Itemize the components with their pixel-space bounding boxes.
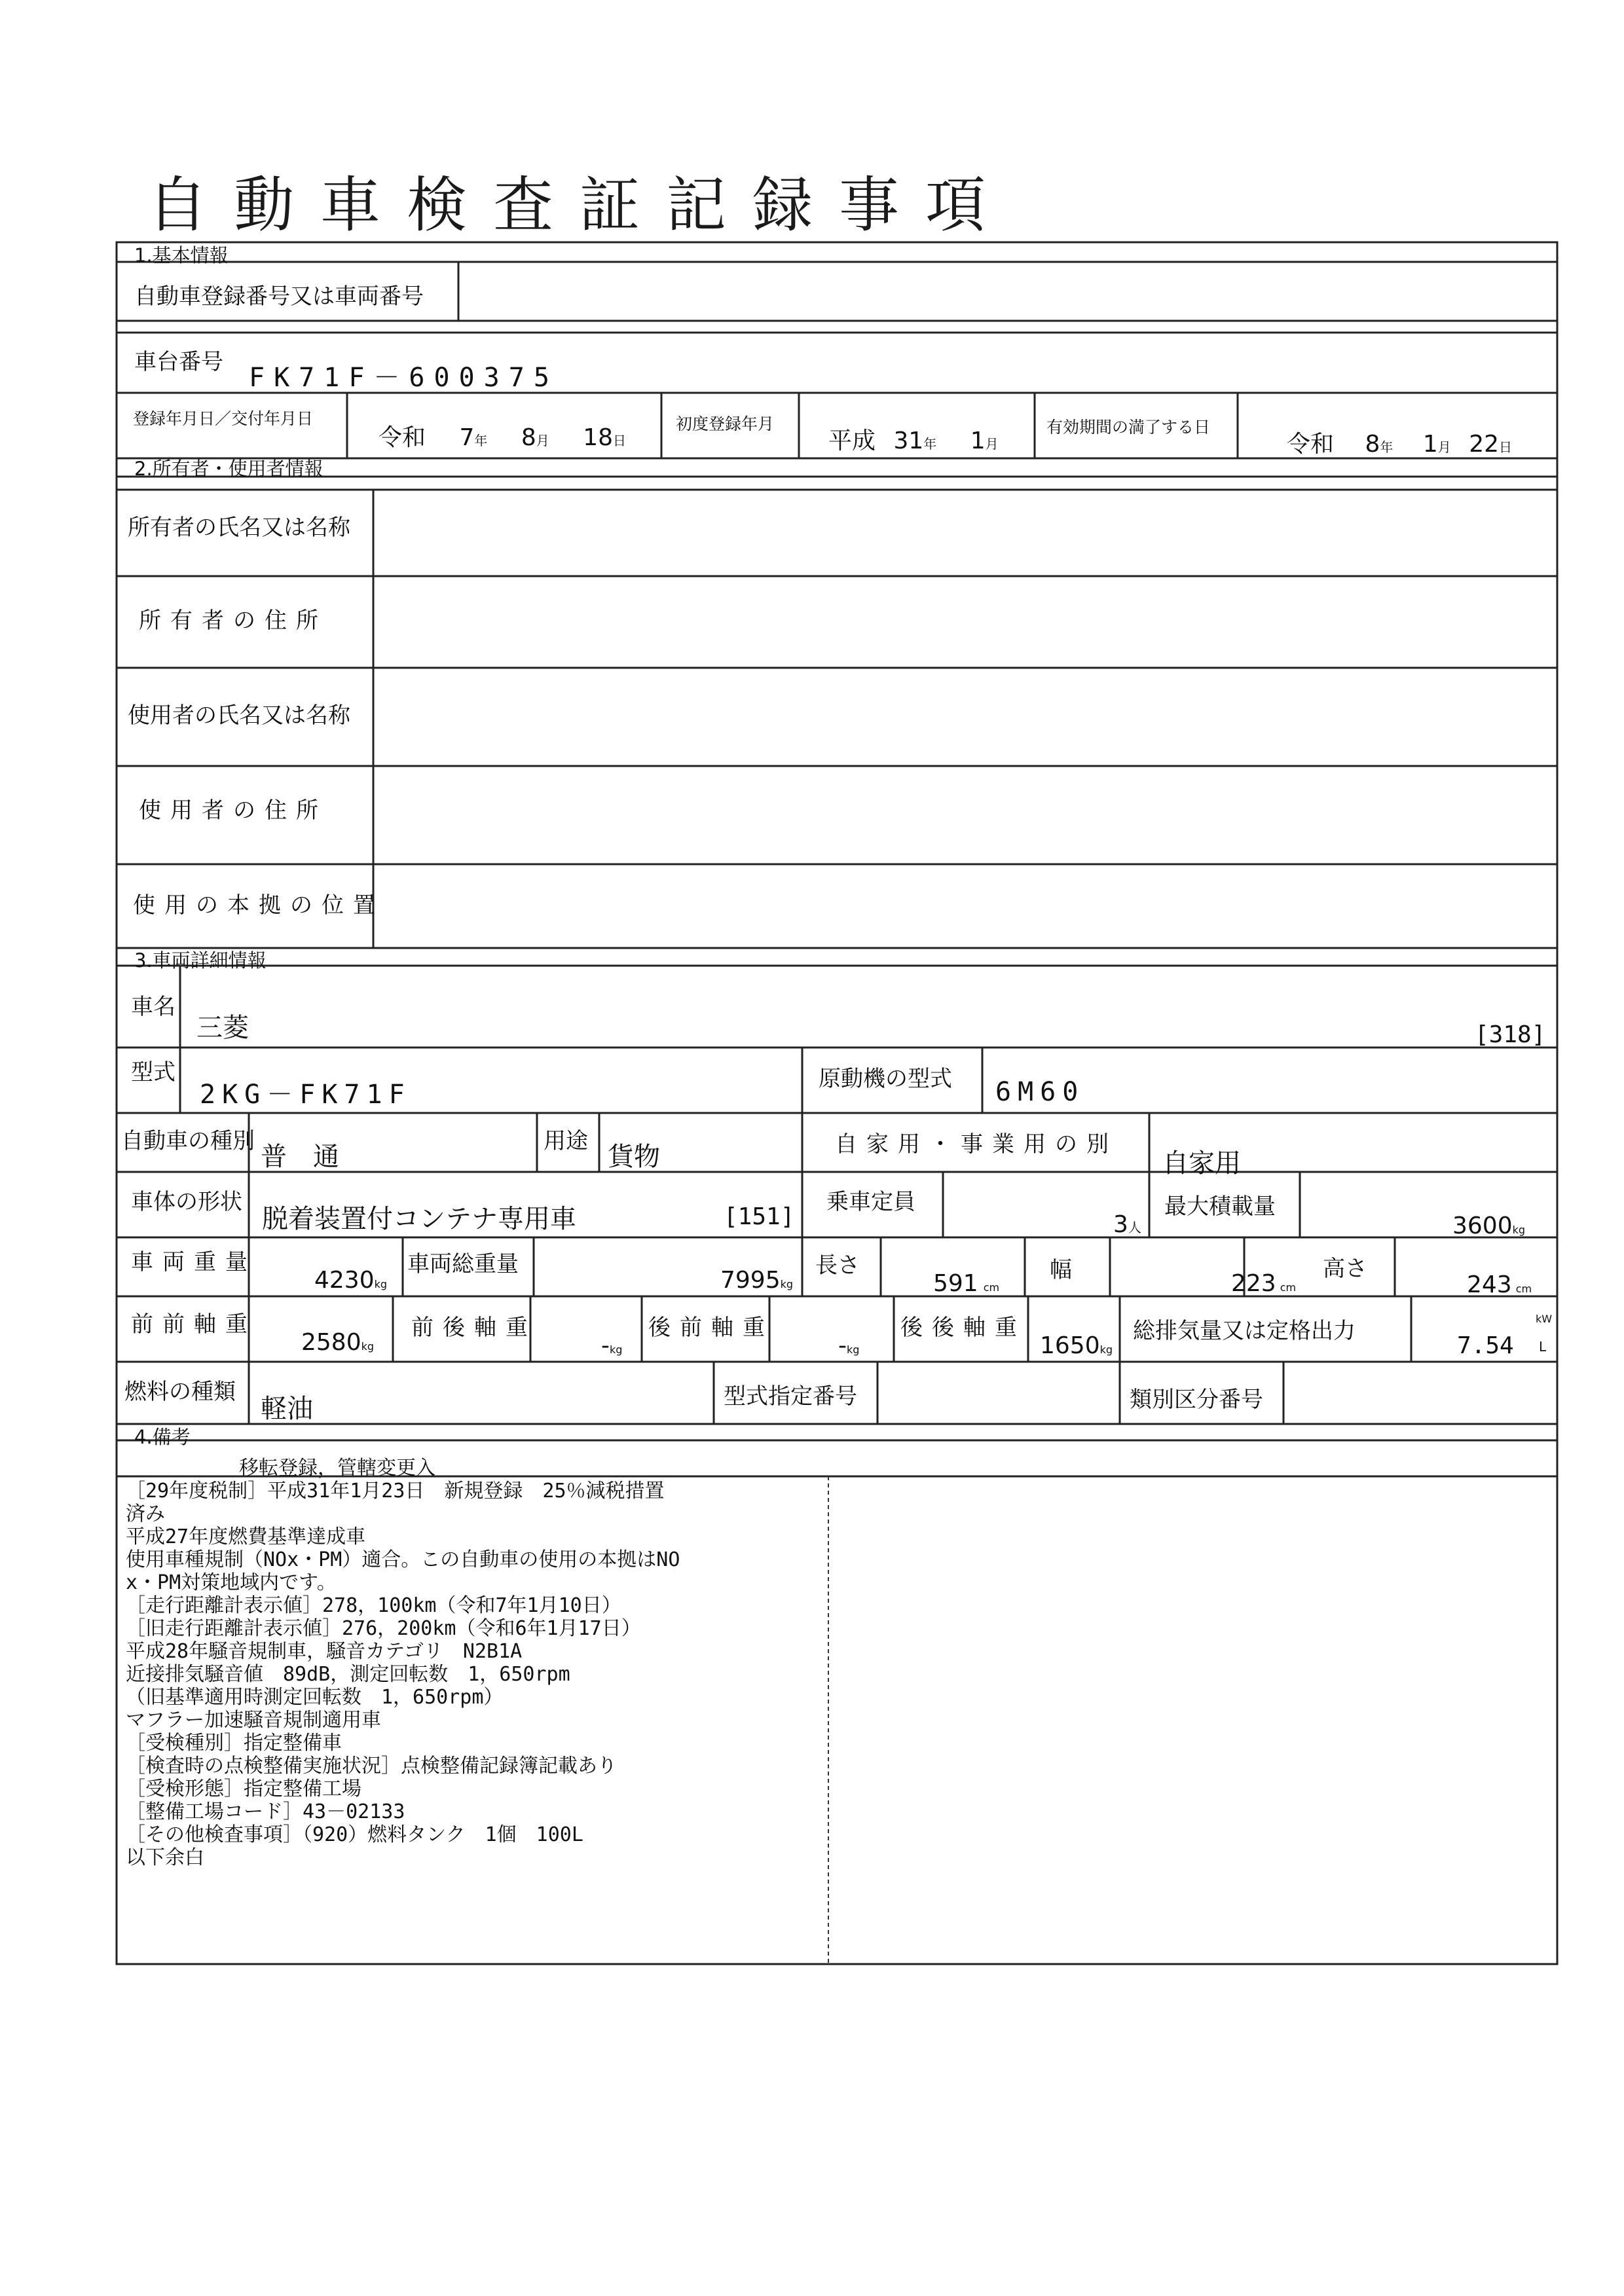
expiry-label: 有効期間の満了する日: [1046, 418, 1211, 437]
registration-date-year: 7: [459, 424, 475, 451]
capacity-value: 3: [1113, 1211, 1128, 1238]
displacement-value: 7.54: [1457, 1332, 1514, 1359]
registration-date-month: 8: [521, 424, 536, 451]
max-load-value: 3600: [1452, 1212, 1513, 1239]
remarks-line: ［受検形態］指定整備工場: [126, 1777, 361, 1800]
vehicle-type-label: 自動車の種別: [121, 1128, 255, 1154]
unit-kg: kg: [1512, 1224, 1526, 1236]
weight-label: 車両重量: [131, 1249, 257, 1275]
remarks-line: x・PM対策地域内です。: [126, 1571, 337, 1594]
engine-model-value: 6M60: [995, 1077, 1085, 1107]
unit-kg: kg: [847, 1343, 860, 1356]
chassis-number-value: FK71F－600375: [249, 363, 559, 393]
max-load-label: 最大積載量: [1164, 1194, 1276, 1220]
height: [1467, 1271, 1532, 1298]
unit-year: 年: [923, 436, 937, 452]
document-title: 自動車検査証記録事項: [147, 170, 1012, 240]
fr-axle: [601, 1332, 622, 1359]
fr-axle-value: -: [601, 1332, 610, 1359]
unit-month: 月: [1437, 439, 1451, 455]
remarks-line: 平成28年騒音規制車，騒音カテゴリ N2B1A: [126, 1640, 523, 1663]
rr-axle-label: 後後軸重: [900, 1315, 1026, 1341]
rr-axle: [1040, 1332, 1113, 1359]
first-registration-era: 平成: [828, 428, 876, 454]
rf-axle: [838, 1332, 859, 1359]
remarks-heading: 移転登録，管轄変更入: [239, 1457, 435, 1480]
unit-year: 年: [1380, 439, 1393, 455]
remarks-line: ［その他検査事項］（920）燃料タンク 1個 100L: [126, 1823, 583, 1846]
expiry-era: 令和: [1287, 431, 1335, 458]
remarks-line: ［検査時の点検整備実施状況］点検整備記録簿記載あり: [126, 1755, 617, 1777]
width: [1231, 1270, 1296, 1297]
gross-weight: [720, 1267, 793, 1294]
usage-label: 用途: [544, 1128, 588, 1154]
rr-axle-value: 1650: [1040, 1332, 1100, 1359]
unit-kg: kg: [780, 1278, 794, 1290]
user-name-label: 使用者の氏名又は名称: [128, 702, 350, 729]
height-value: 243: [1467, 1271, 1512, 1298]
remarks-line: ［整備工場コード］43－02133: [126, 1800, 405, 1823]
unit-kg: kg: [374, 1278, 388, 1290]
fuel-type-value: 軽油: [261, 1394, 313, 1424]
section-owner-user-title: 2.所有者・使用者情報: [134, 458, 323, 480]
registration-date-era: 令和: [378, 424, 426, 451]
remarks-line: ［旧走行距離計表示値］276，200km（令和6年1月17日）: [126, 1617, 641, 1640]
expiry-day: 22: [1469, 431, 1499, 458]
remarks-line: マフラー加速騒音規制適用車: [126, 1709, 381, 1732]
height-label: 高さ: [1323, 1256, 1367, 1282]
registration-number-label: 自動車登録番号又は車両番号: [134, 283, 424, 310]
displacement-label: 総排気量又は定格出力: [1133, 1318, 1356, 1344]
private-business-value: 自家用: [1162, 1148, 1241, 1178]
ff-axle-value: 2580: [301, 1329, 361, 1356]
registration-date: [378, 419, 626, 452]
expiry-year: 8: [1365, 431, 1380, 458]
expiry-month: 1: [1422, 431, 1438, 458]
model-label: 型式: [131, 1059, 175, 1085]
width-label: 幅: [1050, 1257, 1072, 1283]
section-remarks-title: 4.備考: [134, 1426, 191, 1448]
engine-model-label: 原動機の型式: [819, 1066, 952, 1092]
remarks-line: ［29年度税制］平成31年1月23日 新規登録 25％減税措置: [126, 1480, 665, 1503]
unit-kg: kg: [610, 1343, 623, 1356]
private-business-label: 自家用・事業用の別: [835, 1131, 1118, 1157]
fr-axle-label: 前後軸重: [411, 1315, 537, 1341]
weight: [314, 1267, 387, 1294]
body-shape-value: 脱着装置付コンテナ専用車: [262, 1204, 576, 1234]
capacity-unit: 人: [1128, 1220, 1141, 1235]
owner-name-label: 所有者の氏名又は名称: [128, 515, 350, 541]
user-address-label: 使用者の住所: [139, 797, 327, 824]
unit-cm: cm: [1515, 1283, 1532, 1295]
max-load: [1452, 1212, 1525, 1239]
section-basic-info-title: 1.基本情報: [134, 244, 229, 266]
usage-value: 貨物: [608, 1142, 660, 1172]
body-shape-code: [151]: [724, 1203, 795, 1230]
chassis-number-label: 車台番号: [134, 349, 223, 375]
remarks-line: 使用車種規制（NOx・PM）適合。この自動車の使用の本拠はNO: [126, 1548, 680, 1571]
capacity: [1113, 1211, 1141, 1238]
length-label: 長さ: [815, 1252, 860, 1279]
unit-year: 年: [474, 433, 488, 448]
remarks-line: ［受検種別］指定整備車: [126, 1732, 342, 1755]
base-location-label: 使用の本拠の位置: [133, 892, 384, 919]
length-value: 591: [933, 1270, 978, 1297]
unit-month: 月: [536, 433, 549, 448]
length: [933, 1270, 999, 1297]
first-registration: [828, 422, 999, 456]
unit-cm: cm: [983, 1281, 1000, 1294]
car-name-value: 三菱: [196, 1013, 249, 1043]
capacity-label: 乗車定員: [826, 1189, 915, 1215]
car-name-code: [318]: [1475, 1021, 1546, 1048]
expiry-date: [1287, 426, 1512, 459]
first-registration-year: 31: [893, 428, 924, 454]
ff-axle: [301, 1329, 374, 1356]
gross-weight-value: 7995: [720, 1267, 781, 1294]
unit-day: 日: [1499, 439, 1512, 455]
first-registration-month: 1: [970, 428, 986, 454]
remarks-line: （旧基準適用時測定回転数 1，650rpm）: [126, 1686, 504, 1709]
remarks-line: ［走行距離計表示値］278，100km（令和7年1月10日）: [126, 1594, 621, 1617]
unit-kg: kg: [361, 1340, 375, 1353]
unit-month: 月: [985, 436, 999, 452]
body-shape-label: 車体の形状: [131, 1189, 242, 1215]
model-value: 2KG－FK71F: [200, 1080, 411, 1110]
remarks-line: 済み: [126, 1503, 165, 1525]
weight-value: 4230: [314, 1267, 375, 1294]
type-designation-label: 型式指定番号: [724, 1383, 857, 1410]
displacement-unit-l: L: [1539, 1339, 1547, 1355]
car-name-label: 車名: [131, 994, 175, 1020]
registration-date-label: 登録年月日／交付年月日: [133, 409, 314, 428]
rf-axle-label: 後前軸重: [648, 1315, 774, 1341]
unit-cm: cm: [1280, 1281, 1297, 1294]
remarks-body: [126, 1480, 680, 1869]
gross-weight-label: 車両総重量: [407, 1251, 519, 1277]
remarks-line: 平成27年度燃費基準達成車: [126, 1525, 366, 1548]
registration-date-day: 18: [583, 424, 613, 451]
section-vehicle-details-title: 3.車両詳細情報: [134, 949, 267, 972]
owner-address-label: 所有者の住所: [139, 608, 327, 634]
vehicle-type-value: 普 通: [261, 1142, 339, 1172]
displacement-unit-kw: kW: [1536, 1313, 1553, 1325]
width-value: 223: [1231, 1270, 1276, 1297]
unit-kg: kg: [1099, 1343, 1113, 1356]
fuel-type-label: 燃料の種類: [124, 1379, 236, 1405]
rf-axle-value: -: [838, 1332, 847, 1359]
category-number-label: 類別区分番号: [1130, 1387, 1263, 1413]
ff-axle-label: 前前軸重: [131, 1311, 257, 1338]
remarks-line: 以下余白: [126, 1846, 204, 1869]
unit-day: 日: [613, 433, 626, 448]
remarks-line: 近接排気騒音値 89dB，測定回転数 1，650rpm: [126, 1663, 570, 1686]
first-registration-label: 初度登録年月: [676, 414, 775, 433]
